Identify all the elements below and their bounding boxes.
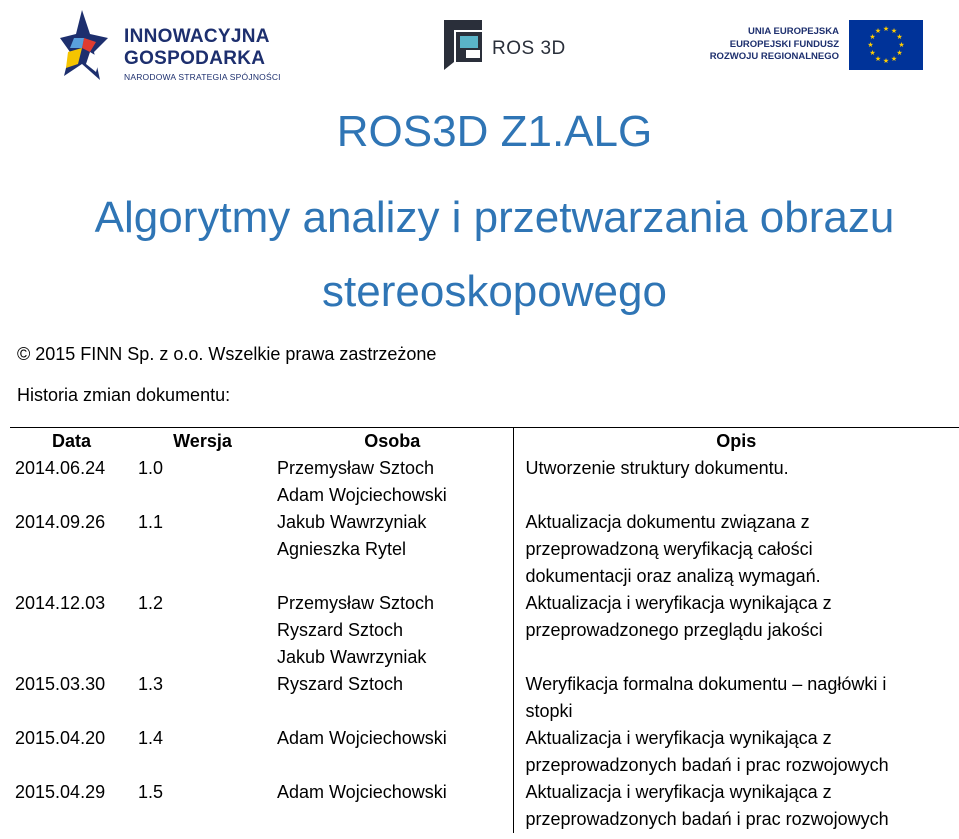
cell-date: 2014.06.24 (15, 458, 106, 478)
eu-line-3: ROZWOJU REGIONALNEGO (709, 51, 839, 62)
cell-version: 1.1 (138, 512, 164, 532)
svg-text:★: ★ (867, 41, 874, 49)
description-line: Weryfikacja formalna dokumentu – nagłówki i (525, 674, 887, 694)
description-line: Aktualizacja i weryfikacja wynikająca z (525, 782, 832, 802)
column-header-description: Opis (513, 428, 959, 456)
person-name: Adam Wojciechowski (277, 728, 447, 748)
cell-description (513, 779, 959, 833)
person-name: Przemysław Sztoch (277, 458, 435, 478)
svg-text:★: ★ (896, 33, 903, 41)
svg-text:★: ★ (869, 49, 876, 57)
star-emblem-icon (60, 8, 110, 82)
person-name: Ryszard Sztoch (277, 674, 404, 694)
cell-date: 2015.04.20 (15, 728, 106, 748)
cell-description (513, 671, 959, 725)
cell-date: 2014.12.03 (15, 593, 106, 613)
column-header-person: Osoba (364, 431, 421, 451)
svg-text:★: ★ (890, 55, 898, 63)
table-row (10, 509, 959, 590)
table-row (10, 779, 959, 833)
cell-person (272, 671, 513, 725)
description-line: Aktualizacja i weryfikacja wynikająca z (525, 728, 832, 748)
description-line: przeprowadzonych badań i prac rozwojowych (525, 755, 889, 775)
cell-date: 2015.03.30 (15, 674, 106, 694)
eu-line-1: UNIA EUROPEJSKA (748, 26, 839, 37)
person-name: Adam Wojciechowski (277, 782, 447, 802)
person-name: Jakub Wawrzyniak (277, 512, 427, 532)
cell-person (272, 509, 513, 590)
person-name: Przemysław Sztoch (277, 593, 435, 613)
ros3d-logo-text: ROS 3D (492, 38, 566, 59)
logo-line-1: INNOWACYJNA (124, 26, 270, 47)
description-line: Utworzenie struktury dokumentu. (525, 458, 789, 478)
svg-text:★: ★ (898, 41, 905, 49)
description-line: przeprowadzonego przeglądu jakości (525, 620, 823, 640)
cell-person (272, 779, 513, 833)
cell-description (513, 590, 959, 671)
table-header-row (10, 428, 959, 456)
description-line: Aktualizacja dokumentu związana z (525, 512, 810, 532)
table-row (10, 455, 959, 509)
cell-date: 2014.09.26 (15, 512, 106, 532)
person-name: Adam Wojciechowski (277, 485, 447, 505)
logo-line-3: NARODOWA STRATEGIA SPÓJNOŚCI (124, 72, 281, 82)
cell-person (272, 455, 513, 509)
eu-flag-icon (849, 20, 923, 70)
document-subtitle-line-2: stereoskopowego (322, 267, 667, 316)
cell-date: 2015.04.29 (15, 782, 106, 802)
eu-line-2: EUROPEJSKI FUNDUSZ (729, 38, 839, 50)
description-line: przeprowadzonych badań i prac rozwojowych (525, 809, 889, 829)
document-subtitle-line-1: Algorytmy analizy i przetwarzania obrazu (94, 193, 895, 242)
description-line: Aktualizacja i weryfikacja wynikająca z (525, 593, 832, 613)
cell-version: 1.3 (138, 674, 164, 694)
cell-description (513, 509, 959, 590)
history-table (10, 427, 959, 833)
ros3d-logo (442, 18, 566, 72)
column-header-date: Data (51, 431, 91, 451)
history-heading: Historia zmian dokumentu: (17, 385, 231, 405)
column-header-version: Wersja (173, 431, 232, 451)
person-name: Agnieszka Rytel (277, 539, 407, 559)
description-line: dokumentacji oraz analizą wymagań. (525, 566, 821, 586)
svg-text:★: ★ (890, 27, 898, 35)
logo-line-2: GOSPODARKA (124, 48, 266, 69)
document-title: ROS3D Z1.ALG (336, 107, 653, 156)
svg-text:★: ★ (869, 33, 876, 41)
svg-text:★: ★ (874, 55, 882, 63)
svg-text:★: ★ (896, 49, 903, 57)
cell-version: 1.0 (138, 458, 164, 478)
table-row (10, 590, 959, 671)
cell-version: 1.5 (138, 782, 164, 802)
table-row (10, 725, 959, 779)
description-line: stopki (525, 701, 573, 721)
cell-version: 1.2 (138, 593, 164, 613)
eu-fund-text (710, 26, 839, 64)
table-row (10, 671, 959, 725)
cell-description (513, 455, 959, 509)
cell-version: 1.4 (138, 728, 164, 748)
cell-person (272, 725, 513, 779)
description-line: przeprowadzoną weryfikacją całości (525, 539, 813, 559)
copyright-notice: © 2015 FINN Sp. z o.o. Wszelkie prawa zastrzeżone (17, 344, 437, 364)
cell-description (513, 725, 959, 779)
person-name: Ryszard Sztoch (277, 620, 404, 640)
person-name: Jakub Wawrzyniak (277, 647, 427, 667)
innowacyjna-gospodarka-logo (60, 8, 300, 82)
svg-text:★: ★ (882, 25, 890, 33)
svg-text:★: ★ (874, 27, 882, 35)
ros3d-cube-icon (442, 18, 488, 72)
svg-text:★: ★ (882, 57, 890, 65)
cell-person (272, 590, 513, 671)
eu-fund-logo (709, 20, 923, 70)
